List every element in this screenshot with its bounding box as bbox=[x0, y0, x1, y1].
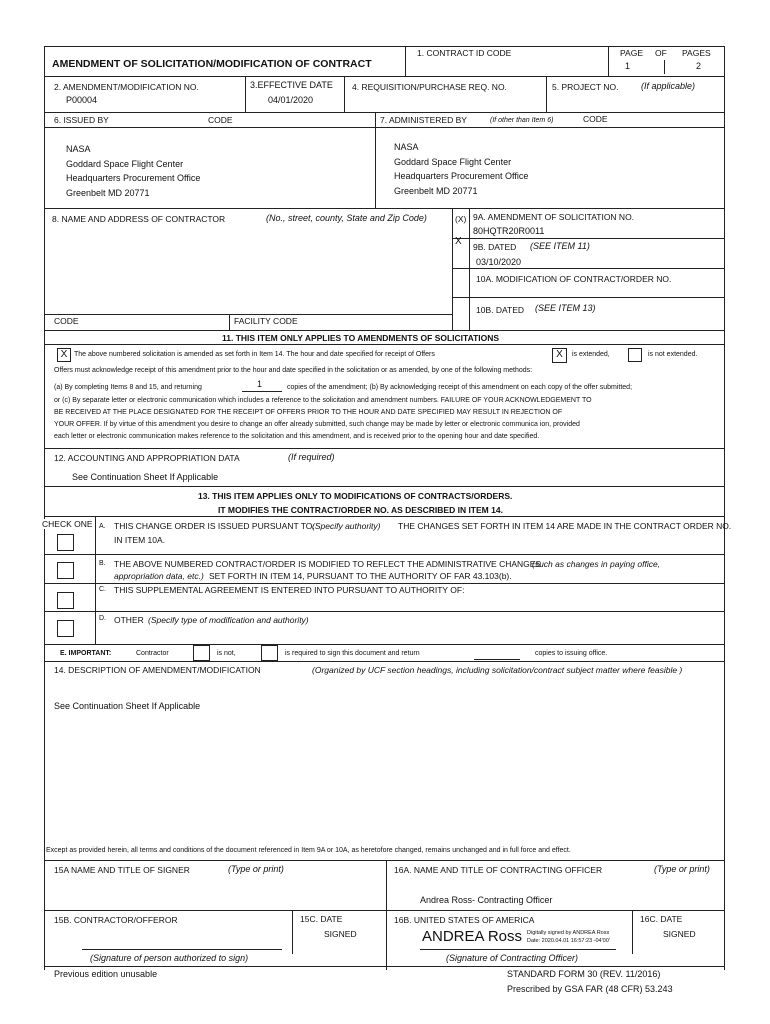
amendment-solicitation-label: 9A. AMENDMENT OF SOLICITATION NO. bbox=[473, 212, 635, 222]
item11-line4: or (c) By separate letter or electronic communication which includes a reference to the solicitation and amendment numbers. FAILURE OF YOUR ACKNOWLEDGEMENT TO bbox=[54, 397, 592, 404]
divider bbox=[229, 314, 230, 330]
officer-date-label: 16C. DATE bbox=[640, 914, 683, 924]
row-divider bbox=[44, 910, 724, 911]
row-divider bbox=[44, 76, 724, 77]
item13a-text: THIS CHANGE ORDER IS ISSUED PURSUANT TO: bbox=[114, 521, 315, 531]
digital-signature-line1: Digitally signed by ANDREA Ross bbox=[527, 930, 610, 936]
item13d-checkbox[interactable] bbox=[57, 620, 74, 637]
divider bbox=[546, 76, 547, 112]
item13b-text2: SET FORTH IN ITEM 14, PURSUANT TO THE AUTHORITY OF FAR 43.103(b). bbox=[209, 571, 512, 581]
project-hint: (If applicable) bbox=[641, 81, 696, 91]
item13a-hint: (Specify authority) bbox=[312, 521, 381, 531]
item11-line3a: (a) By completing Items 8 and 15, and returning bbox=[54, 384, 202, 391]
of-label: OF bbox=[655, 48, 667, 58]
check-one-label: CHECK ONE bbox=[42, 519, 93, 529]
officer-name-value: Andrea Ross- Contracting Officer bbox=[420, 895, 553, 905]
important-required: is required to sign this document and return bbox=[285, 650, 420, 657]
divider bbox=[386, 860, 387, 970]
item10b-label: 10B. DATED bbox=[476, 305, 525, 315]
item11-line3b: copies of the amendment; (b) By acknowledging receipt of this amendment on each copy of the offer submitted; bbox=[287, 384, 633, 391]
issued-line: NASA bbox=[66, 144, 91, 154]
divider bbox=[95, 516, 96, 644]
project-label: 5. PROJECT NO. bbox=[552, 82, 619, 92]
amendment-no-value: P00004 bbox=[66, 95, 98, 105]
row-divider bbox=[44, 644, 724, 645]
officer-name-label: 16A. NAME AND TITLE OF CONTRACTING OFFICER bbox=[394, 865, 603, 875]
row-divider bbox=[44, 661, 724, 662]
contractor-offeror-label: 15B. CONTRACTOR/OFFEROR bbox=[54, 915, 178, 925]
divider bbox=[452, 208, 453, 330]
divider bbox=[292, 910, 293, 954]
form-bottom-border bbox=[44, 966, 724, 967]
except-text: Except as provided herein, all terms and conditions of the document referenced in Item 9A or 10A, as heretofore changed, remains unchanged and in full force and effect. bbox=[46, 847, 571, 854]
copies-underline bbox=[242, 391, 282, 392]
important-contractor: Contractor bbox=[136, 650, 169, 657]
contractor-label: 8. NAME AND ADDRESS OF CONTRACTOR bbox=[52, 214, 226, 224]
row-divider bbox=[44, 554, 724, 555]
item13b-letter: B. bbox=[99, 560, 106, 567]
row-divider bbox=[44, 208, 724, 209]
contractor-signature-line bbox=[82, 949, 282, 950]
item11-line7: each letter or electronic communication makes reference to the solicitation and this amendment, and is received prior to the opening hour and date specified. bbox=[54, 433, 540, 440]
page-label: PAGE bbox=[620, 48, 643, 58]
accounting-hint: (If required) bbox=[288, 452, 335, 462]
effective-date-label: 3.EFFECTIVE DATE bbox=[250, 80, 333, 90]
issued-code-label: CODE bbox=[208, 115, 233, 125]
item13c-checkbox[interactable] bbox=[57, 592, 74, 609]
not-extended-label: is not extended. bbox=[648, 351, 698, 358]
description-value: See Continuation Sheet If Applicable bbox=[54, 701, 201, 711]
divider bbox=[245, 76, 246, 112]
item9b-hint: (SEE ITEM 11) bbox=[530, 241, 590, 251]
item13d-text: OTHER bbox=[114, 615, 144, 625]
amendment-no-label: 2. AMENDMENT/MODIFICATION NO. bbox=[54, 82, 199, 92]
description-hint: (Organized by UCF section headings, including solicitation/contract subject matter where feasible ) bbox=[312, 665, 683, 675]
form-left-border bbox=[44, 46, 45, 970]
item13-heading2: IT MODIFIES THE CONTRACT/ORDER NO. AS DESCRIBED IN ITEM 14. bbox=[218, 505, 503, 515]
row-divider bbox=[44, 314, 452, 315]
extended-checkbox[interactable]: X bbox=[552, 348, 567, 363]
row-divider bbox=[44, 330, 724, 331]
administered-by-label: 7. ADMINISTERED BY bbox=[380, 115, 467, 125]
item11-amended-checkbox[interactable]: X bbox=[57, 348, 71, 362]
effective-date-value: 04/01/2020 bbox=[268, 95, 314, 105]
administered-hint: (If other than Item 6) bbox=[490, 117, 554, 124]
previous-edition-note: Previous edition unusable bbox=[54, 969, 158, 979]
item10b-hint: (SEE ITEM 13) bbox=[535, 303, 596, 313]
prescribed-label: Prescribed by GSA FAR (48 CFR) 53.243 bbox=[507, 984, 673, 994]
item9-x-mark: X bbox=[455, 236, 462, 247]
issued-line: Headquarters Procurement Office bbox=[66, 173, 201, 183]
officer-name-hint: (Type or print) bbox=[654, 864, 710, 874]
divider bbox=[469, 208, 470, 330]
signer-name-hint: (Type or print) bbox=[228, 864, 284, 874]
form-title: AMENDMENT OF SOLICITATION/MODIFICATION OF CONTRACT bbox=[52, 58, 372, 70]
item13b-checkbox[interactable] bbox=[57, 562, 74, 579]
item13a-text3: IN ITEM 10A. bbox=[114, 535, 166, 545]
administered-code-label: CODE bbox=[583, 114, 608, 124]
important-label: E. IMPORTANT: bbox=[60, 650, 112, 657]
facility-code-label: FACILITY CODE bbox=[234, 316, 298, 326]
row-divider bbox=[44, 448, 724, 449]
page-divider bbox=[664, 60, 665, 74]
item11-heading: 11. THIS ITEM ONLY APPLIES TO AMENDMENTS OF SOLICITATIONS bbox=[222, 333, 500, 343]
item11-line2: Offers must acknowledge receipt of this amendment prior to the hour and date specified in the solicitation or as amended, by one of the following methods: bbox=[54, 367, 533, 374]
usa-label: 16B. UNITED STATES OF AMERICA bbox=[394, 915, 535, 925]
item13-heading1: 13. THIS ITEM APPLIES ONLY TO MODIFICATIONS OF CONTRACTS/ORDERS. bbox=[198, 491, 513, 501]
item11-line6: YOUR OFFER. If by virtue of this amendment you desire to change an offer already submitted, such change may be made by letter or electronic communica ion, provided bbox=[54, 421, 580, 428]
item13c-letter: C. bbox=[99, 586, 106, 593]
divider bbox=[632, 910, 633, 954]
item13b-hint: (such as changes in paying office, bbox=[532, 559, 661, 569]
item13a-checkbox[interactable] bbox=[57, 534, 74, 551]
contractor-hint: (No., street, county, State and Zip Code) bbox=[266, 213, 427, 223]
row-divider bbox=[44, 611, 724, 612]
contractor-date-label: 15C. DATE bbox=[300, 914, 343, 924]
pages-label: PAGES bbox=[682, 48, 711, 58]
contract-id-label: 1. CONTRACT ID CODE bbox=[417, 48, 512, 58]
amendment-solicitation-value: 80HQTR20R0011 bbox=[473, 226, 545, 236]
admin-line: Greenbelt MD 20771 bbox=[394, 185, 478, 196]
item13b-hint2: appropriation data, etc.) bbox=[114, 571, 204, 581]
row-divider bbox=[44, 344, 724, 345]
officer-date-label2: SIGNED bbox=[663, 929, 696, 939]
officer-signature: ANDREA Ross bbox=[422, 928, 523, 945]
copies-value: 1 bbox=[257, 379, 263, 389]
important-copies: copies to issuing office. bbox=[535, 650, 608, 657]
issued-line: Greenbelt MD 20771 bbox=[66, 187, 150, 198]
row-divider bbox=[452, 238, 724, 239]
row-divider bbox=[452, 268, 724, 269]
divider bbox=[608, 46, 609, 76]
admin-line: Goddard Space Flight Center bbox=[394, 156, 512, 167]
row-divider bbox=[44, 516, 724, 517]
page-value: 1 bbox=[625, 61, 631, 71]
item13d-letter: D. bbox=[99, 615, 106, 622]
pages-value: 2 bbox=[696, 61, 702, 71]
row-divider bbox=[44, 127, 724, 128]
not-extended-checkbox[interactable] bbox=[628, 348, 642, 362]
contractor-signature-hint: (Signature of person authorized to sign) bbox=[90, 953, 249, 963]
accounting-label: 12. ACCOUNTING AND APPROPRIATION DATA bbox=[54, 453, 240, 463]
is-required-checkbox[interactable] bbox=[261, 645, 278, 661]
item9b-value: 03/10/2020 bbox=[476, 257, 522, 267]
item11-line1: The above numbered solicitation is amended as set forth in Item 14. The hour and date specified for receipt of Offers bbox=[74, 351, 435, 358]
description-label: 14. DESCRIPTION OF AMENDMENT/MODIFICATION bbox=[54, 665, 261, 675]
admin-line: NASA bbox=[394, 142, 419, 152]
extended-label: is extended, bbox=[572, 351, 610, 358]
officer-signature-line bbox=[420, 949, 616, 950]
item13c-text: THIS SUPPLEMENTAL AGREEMENT IS ENTERED INTO PURSUANT TO AUTHORITY OF: bbox=[114, 585, 465, 595]
row-divider bbox=[44, 112, 724, 113]
requisition-label: 4. REQUISITION/PURCHASE REQ. NO. bbox=[352, 82, 507, 92]
signer-name-label: 15A NAME AND TITLE OF SIGNER bbox=[54, 865, 190, 875]
issued-by-label: 6. ISSUED BY bbox=[54, 115, 109, 125]
modification-label: 10A. MODIFICATION OF CONTRACT/ORDER NO. bbox=[476, 274, 672, 284]
administered-by-address bbox=[394, 140, 528, 198]
divider bbox=[344, 76, 345, 112]
divider bbox=[405, 46, 406, 76]
admin-line: Headquarters Procurement Office bbox=[394, 171, 529, 181]
standard-form-label: STANDARD FORM 30 (REV. 11/2016) bbox=[507, 969, 661, 979]
row-divider bbox=[44, 583, 724, 584]
row-divider bbox=[44, 486, 724, 487]
row-divider bbox=[452, 297, 724, 298]
item13a-text2: THE CHANGES SET FORTH IN ITEM 14 ARE MADE IN THE CONTRACT ORDER NO. bbox=[398, 521, 732, 531]
form-right-border bbox=[724, 46, 725, 970]
item13a-letter: A. bbox=[99, 523, 106, 530]
form-top-border bbox=[44, 46, 724, 47]
item9b-label: 9B. DATED bbox=[473, 242, 517, 252]
issued-line: Goddard Space Flight Center bbox=[66, 158, 184, 169]
copies-underline bbox=[474, 659, 520, 660]
officer-signature-hint: (Signature of Contracting Officer) bbox=[446, 953, 579, 963]
contractor-date-label2: SIGNED bbox=[324, 929, 357, 939]
x-column-label: (X) bbox=[455, 214, 467, 224]
row-divider bbox=[44, 860, 724, 861]
important-is-not: is not, bbox=[217, 650, 236, 657]
issued-by-address bbox=[66, 142, 200, 200]
item13b-text: THE ABOVE NUMBERED CONTRACT/ORDER IS MODIFIED TO REFLECT THE ADMINISTRATIVE CHANGES bbox=[114, 559, 542, 569]
accounting-value: See Continuation Sheet If Applicable bbox=[72, 472, 219, 482]
item11-line5: BE RECEIVED AT THE PLACE DESIGNATED FOR THE RECEIPT OF OFFERS PRIOR TO THE HOUR AND DATE SPECIFIED MAY RESULT IN REJECTION OF bbox=[54, 409, 563, 416]
is-not-checkbox[interactable] bbox=[193, 645, 210, 661]
item13d-hint: (Specify type of modification and authority) bbox=[148, 615, 309, 625]
code-label: CODE bbox=[54, 316, 79, 326]
digital-signature-line2: Date: 2020.04.01 16:57:23 -04'00' bbox=[527, 938, 610, 944]
